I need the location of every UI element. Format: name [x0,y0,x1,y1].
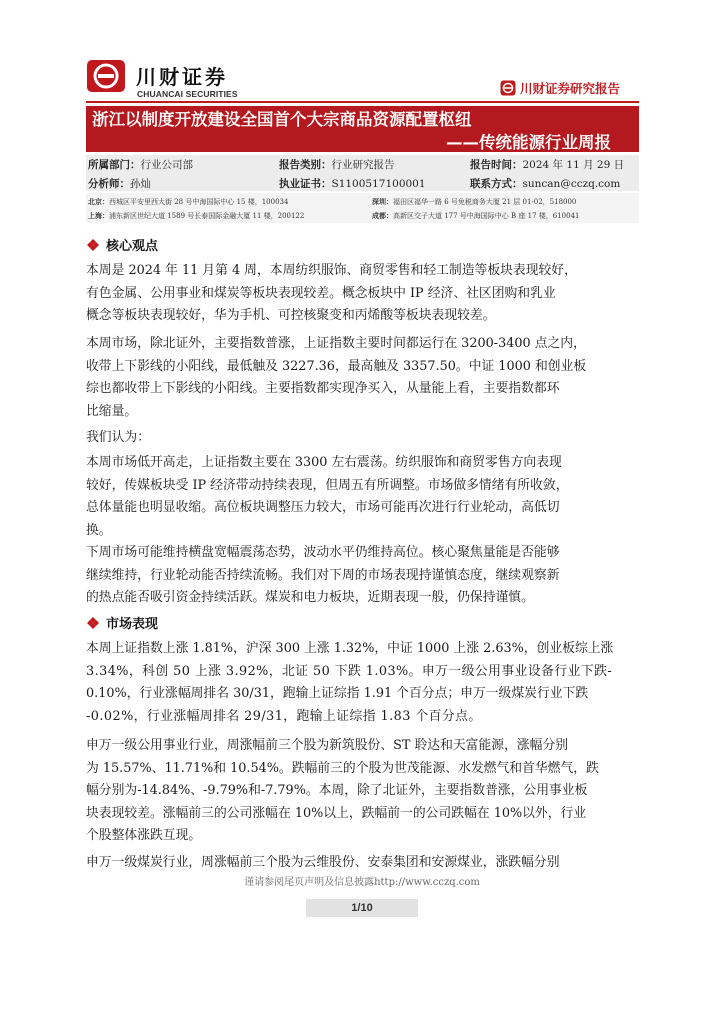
category-field [279,157,395,172]
section-heading-market-performance [86,613,158,632]
paragraph-index-performance [86,638,639,728]
text-line: 我们认为： [86,430,150,445]
text-line: 0.10%，行业涨幅周排名 30/31，跑输上证综指 1.91 个百分点；申万一级煤炭行业下跌 [86,686,589,701]
address-shanghai [88,211,304,221]
paragraph-this-week [86,452,639,542]
page-number: 1/10 [306,899,418,917]
contact-label: 联系方式： [470,178,523,190]
text-line: -0.02%，行业涨幅周排名 29/31，跑输上证综指 1.83 个百分点。 [86,708,482,724]
brand-report-text: 川财证券研究报告 [520,81,621,96]
text-line: 换。 [86,522,112,538]
diamond-bullet-icon [86,238,100,252]
text-line: 幅分别为-14.84%、-9.79%和-7.79%。本周，除了北证外，主要指数普涨，公用事业板 [86,783,588,798]
address-shenzhen [372,197,576,207]
brand-mini-icon [500,80,516,96]
text-line: 本周是 2024 年 11 月第 4 周，本周纺织服饰、商贸零售和轻工制造等板块表现较好， [86,263,577,278]
cert-value: S1100517100001 [331,178,426,190]
dept-field [88,157,193,172]
text-line: 概念等板块表现较好，华为手机、可控核聚变和丙烯酸等板块表现较差。 [86,308,496,323]
paragraph-market-overview [86,333,639,423]
section-title: 核心观点 [106,239,159,254]
footer-disclaimer: 谨请参阅尾页声明及信息披露http://www.cczq.com [244,877,480,888]
shanghai-label: 上海： [88,211,109,220]
text-line: 继续维持，行业轮动能否持续流畅。我们对下周的市场表现持谨慎态度，继续观察新 [86,567,560,583]
paragraph-we-think [86,427,639,450]
text-line: 本周市场低开高走，上证指数主要在 3300 左右震荡。纺织服饰和商贸零售方向表现 [86,455,562,470]
section-heading-core-views [86,235,158,254]
shenzhen-label: 深圳： [372,197,393,206]
text-line: 申万一级煤炭行业，周涨幅前三个股为云维股份、安泰集团和安源煤业，涨跌幅分别 [86,855,560,870]
text-line: 较好，传媒板块受 IP 经济带动持续表现，但周五有所调整。市场做多情绪有所收敛， [86,477,569,493]
diamond-bullet-icon [86,616,100,630]
cert-field [279,176,426,191]
chengdu-label: 成都： [372,211,393,220]
text-line: 有色金属、公用事业和煤炭等板块表现较差。概念板块中 IP 经济、社区团购和乳业 [86,285,556,301]
address-beijing [88,197,288,207]
contact-value[interactable]: suncan@cczq.com [522,178,621,190]
section-title: 市场表现 [106,617,159,632]
logo-name: 川财证券 [136,65,228,89]
analyst-value: 孙灿 [130,178,151,190]
logo-english: CHUANCAI SECURITIES [137,89,238,99]
paragraph-coal [86,852,639,875]
date-field [470,157,624,172]
text-line: 下周市场可能维持横盘宽幅震荡态势，波动水平仍维持高位。核心聚焦量能是否能够 [86,545,560,560]
text-line: 个股整体涨跌互现。 [86,828,202,843]
text-line: 3.34%，科创 50 上涨 3.92%，北证 50 下跌 1.03%。申万一级公用事业设备行业下跌- [86,663,613,679]
shenzhen-value: 福田区福华一路 6 号免税商务大厦 21 层 01-02，518000 [393,198,577,206]
text-line: 本周市场，除北证外，主要指数普涨，上证指数主要时间都运行在 3200-3400 点之内， [86,336,586,351]
date-label: 报告时间： [470,159,523,171]
report-subtitle: ——传统能源行业周报 [446,133,611,152]
date-value: 2024 年 11 月 29 日 [522,159,625,171]
paragraph-next-week [86,542,639,610]
report-title: 浙江以制度开放建设全国首个大宗商品资源配置枢纽 [92,110,472,129]
header-rule [86,101,639,103]
text-line: 比缩量。 [86,403,138,419]
text-line: 申万一级公用事业行业，周涨幅前三个股为新筑股份、ST 聆达和天富能源，涨幅分别 [86,738,569,753]
shanghai-value: 浦东新区世纪大道 1589 号长泰国际金融大厦 11 楼，200122 [109,212,305,220]
analyst-label: 分析师： [88,178,130,190]
text-line: 块表现较差。涨幅前三的公司涨幅在 10%以上，跌幅前一的公司跌幅在 10%以外，行业 [86,805,587,821]
category-value: 行业研究报告 [331,159,395,171]
address-chengdu [372,211,579,221]
text-line: 为 15.57%、11.71%和 10.54%。跌幅前三的个股为世茂能源、水发燃气和首华燃气，跌 [86,760,599,776]
category-label: 报告类别： [279,159,332,171]
beijing-label: 北京： [88,197,109,206]
dept-value: 行业公司部 [140,159,193,171]
text-line: 总体量能也明显收缩。高位板块调整压力较大，市场可能再次进行行业轮动，高低切 [86,500,560,515]
paragraph-utilities [86,735,639,848]
brand-report [500,79,620,97]
chengdu-value: 高新区交子大道 177 号中海国际中心 B 座 17 楼，610041 [393,212,580,220]
dept-label: 所属部门： [88,159,141,171]
beijing-value: 西城区平安里西大街 28 号中海国际中心 15 楼，100034 [109,198,289,206]
paragraph-weekly-summary [86,260,639,328]
text-line: 收带上下影线的小阳线，最低触及 3227.36，最高触及 3357.50。中证 1000 和创业板 [86,358,587,374]
contact-field [470,176,620,191]
cert-label: 执业证书： [279,178,332,190]
analyst-field [88,176,151,191]
text-line: 综也都收带上下影线的小阳线。主要指数都实现净买入，从量能上看，主要指数都环 [86,381,560,396]
text-line: 本周上证指数上涨 1.81%，沪深 300 上涨 1.32%，中证 1000 上涨 2.63%，创业板综上涨 [86,641,614,656]
text-line: 的热点能否吸引资金持续活跃。煤炭和电力板块，近期表现一般，仍保持谨慎。 [86,590,534,605]
logo-emblem-icon [86,59,126,93]
